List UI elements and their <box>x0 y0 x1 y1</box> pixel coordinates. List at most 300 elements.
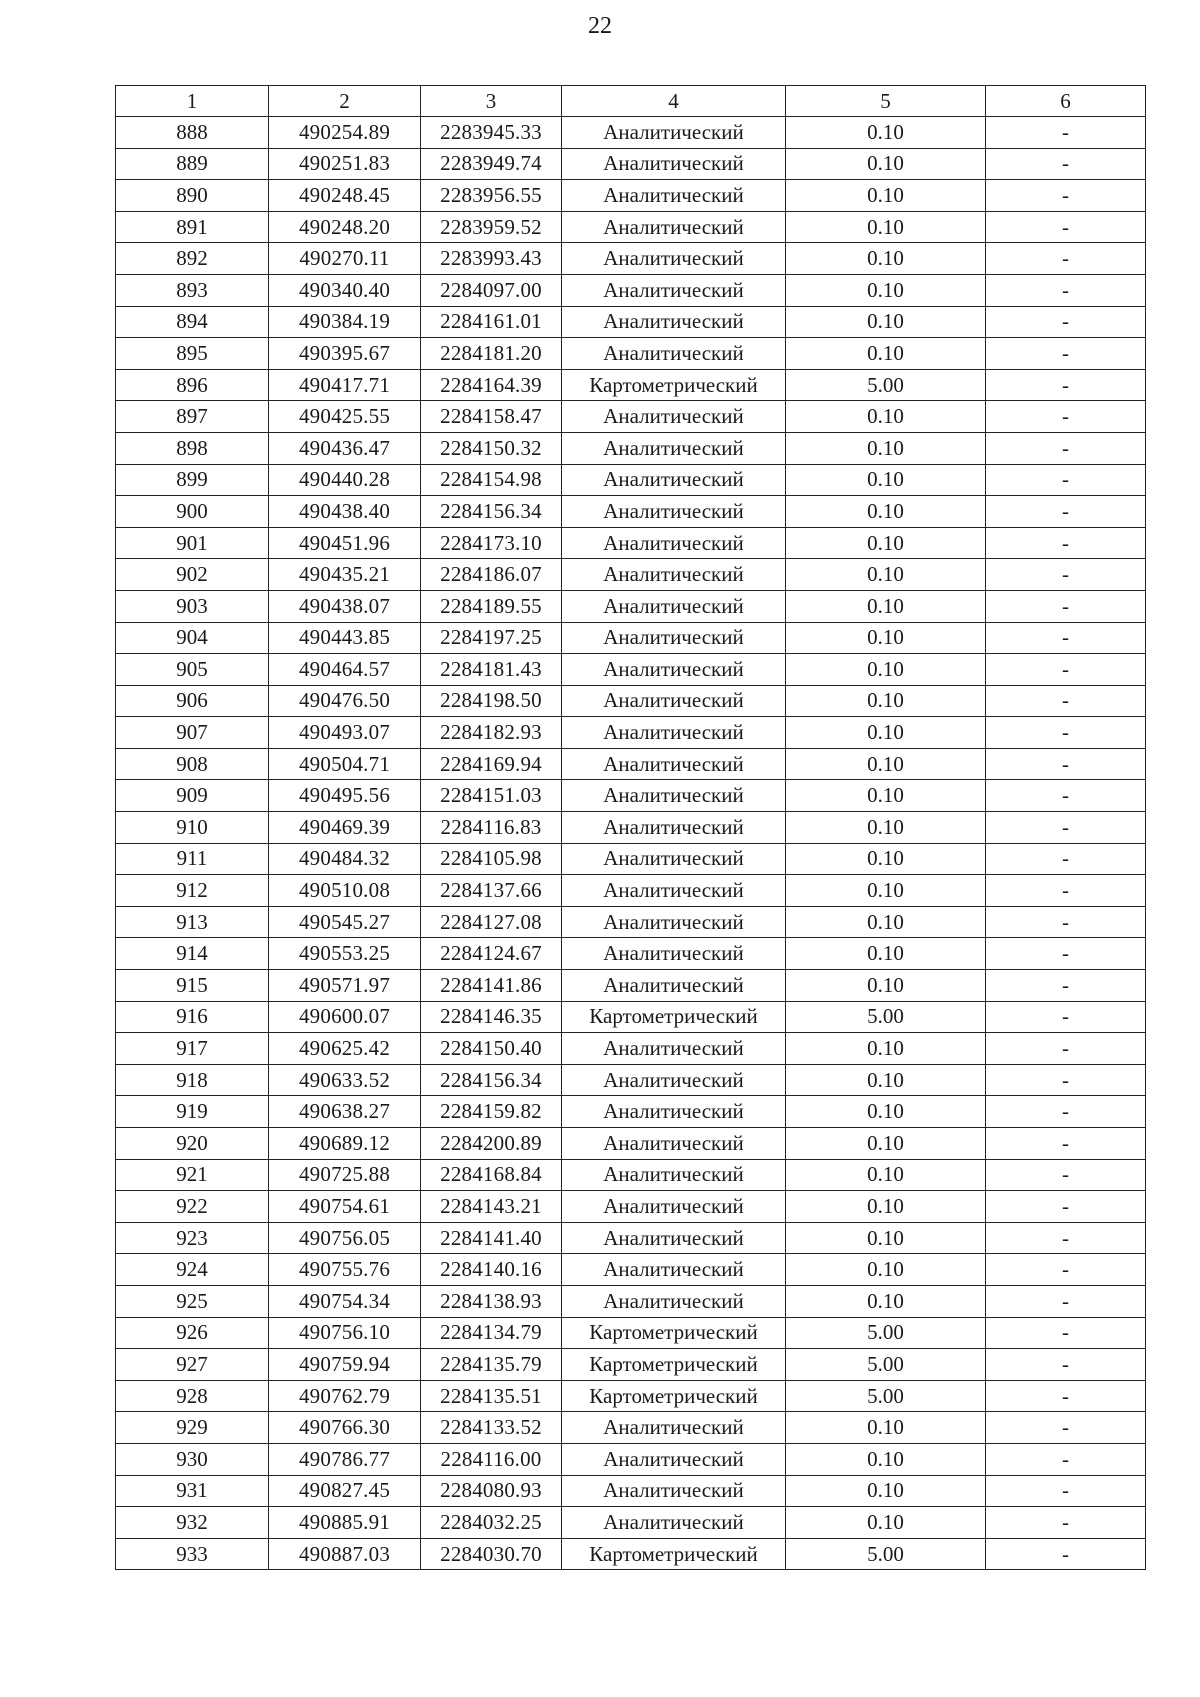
point-number-cell: 899 <box>116 464 269 496</box>
y-coordinate-cell: 2284159.82 <box>421 1096 562 1128</box>
table-row <box>116 117 1146 149</box>
note-cell: - <box>986 590 1146 622</box>
note-cell: - <box>986 1317 1146 1349</box>
method-cell: Аналитический <box>562 117 786 149</box>
y-coordinate-cell: 2284116.83 <box>421 812 562 844</box>
point-number-cell: 901 <box>116 527 269 559</box>
x-coordinate-cell: 490625.42 <box>269 1033 421 1065</box>
y-coordinate-cell: 2284181.20 <box>421 338 562 370</box>
x-coordinate-cell: 490504.71 <box>269 748 421 780</box>
table-row <box>116 1128 1146 1160</box>
note-cell: - <box>986 938 1146 970</box>
table-row <box>116 369 1146 401</box>
header-cell-col-6: 6 <box>986 86 1146 117</box>
accuracy-cell: 0.10 <box>786 274 986 306</box>
y-coordinate-cell: 2283956.55 <box>421 180 562 212</box>
table-row <box>116 243 1146 275</box>
x-coordinate-cell: 490436.47 <box>269 432 421 464</box>
method-cell: Аналитический <box>562 717 786 749</box>
page-number: 22 <box>588 13 612 39</box>
method-cell: Аналитический <box>562 338 786 370</box>
note-cell: - <box>986 1191 1146 1223</box>
method-cell: Аналитический <box>562 875 786 907</box>
table-row <box>116 1191 1146 1223</box>
accuracy-cell: 0.10 <box>786 1222 986 1254</box>
x-coordinate-cell: 490756.05 <box>269 1222 421 1254</box>
note-cell: - <box>986 1001 1146 1033</box>
accuracy-cell: 0.10 <box>786 1033 986 1065</box>
table-row <box>116 148 1146 180</box>
y-coordinate-cell: 2284116.00 <box>421 1443 562 1475</box>
y-coordinate-cell: 2284161.01 <box>421 306 562 338</box>
method-cell: Аналитический <box>562 622 786 654</box>
method-cell: Аналитический <box>562 1507 786 1539</box>
note-cell: - <box>986 211 1146 243</box>
point-number-cell: 908 <box>116 748 269 780</box>
point-number-cell: 889 <box>116 148 269 180</box>
point-number-cell: 923 <box>116 1222 269 1254</box>
method-cell: Аналитический <box>562 1412 786 1444</box>
table-row <box>116 1254 1146 1286</box>
note-cell: - <box>986 1222 1146 1254</box>
x-coordinate-cell: 490510.08 <box>269 875 421 907</box>
x-coordinate-cell: 490725.88 <box>269 1159 421 1191</box>
x-coordinate-cell: 490248.45 <box>269 180 421 212</box>
note-cell: - <box>986 780 1146 812</box>
table-row <box>116 906 1146 938</box>
point-number-cell: 919 <box>116 1096 269 1128</box>
point-number-cell: 914 <box>116 938 269 970</box>
method-cell: Аналитический <box>562 559 786 591</box>
point-number-cell: 915 <box>116 970 269 1002</box>
x-coordinate-cell: 490754.61 <box>269 1191 421 1223</box>
note-cell: - <box>986 1064 1146 1096</box>
accuracy-cell: 0.10 <box>786 780 986 812</box>
method-cell: Аналитический <box>562 938 786 970</box>
point-number-cell: 922 <box>116 1191 269 1223</box>
method-cell: Картометрический <box>562 369 786 401</box>
point-number-cell: 891 <box>116 211 269 243</box>
y-coordinate-cell: 2284135.51 <box>421 1380 562 1412</box>
note-cell: - <box>986 464 1146 496</box>
y-coordinate-cell: 2284134.79 <box>421 1317 562 1349</box>
x-coordinate-cell: 490495.56 <box>269 780 421 812</box>
accuracy-cell: 0.10 <box>786 148 986 180</box>
y-coordinate-cell: 2284168.84 <box>421 1159 562 1191</box>
accuracy-cell: 0.10 <box>786 432 986 464</box>
method-cell: Аналитический <box>562 1443 786 1475</box>
accuracy-cell: 0.10 <box>786 306 986 338</box>
method-cell: Аналитический <box>562 1191 786 1223</box>
accuracy-cell: 0.10 <box>786 685 986 717</box>
table-row <box>116 559 1146 591</box>
point-number-cell: 890 <box>116 180 269 212</box>
coordinates-table <box>115 85 1146 1570</box>
point-number-cell: 916 <box>116 1001 269 1033</box>
accuracy-cell: 5.00 <box>786 1001 986 1033</box>
y-coordinate-cell: 2284151.03 <box>421 780 562 812</box>
accuracy-cell: 0.10 <box>786 464 986 496</box>
header-cell-col-3: 3 <box>421 86 562 117</box>
x-coordinate-cell: 490254.89 <box>269 117 421 149</box>
accuracy-cell: 5.00 <box>786 369 986 401</box>
point-number-cell: 931 <box>116 1475 269 1507</box>
note-cell: - <box>986 1285 1146 1317</box>
accuracy-cell: 0.10 <box>786 843 986 875</box>
y-coordinate-cell: 2284169.94 <box>421 748 562 780</box>
point-number-cell: 892 <box>116 243 269 275</box>
header-row <box>116 86 1146 117</box>
y-coordinate-cell: 2284150.32 <box>421 432 562 464</box>
x-coordinate-cell: 490786.77 <box>269 1443 421 1475</box>
point-number-cell: 900 <box>116 496 269 528</box>
accuracy-cell: 5.00 <box>786 1538 986 1570</box>
method-cell: Аналитический <box>562 843 786 875</box>
note-cell: - <box>986 622 1146 654</box>
accuracy-cell: 0.10 <box>786 527 986 559</box>
x-coordinate-cell: 490755.76 <box>269 1254 421 1286</box>
accuracy-cell: 0.10 <box>786 338 986 370</box>
point-number-cell: 929 <box>116 1412 269 1444</box>
x-coordinate-cell: 490887.03 <box>269 1538 421 1570</box>
table-row <box>116 622 1146 654</box>
table-row <box>116 1349 1146 1381</box>
accuracy-cell: 0.10 <box>786 1443 986 1475</box>
note-cell: - <box>986 180 1146 212</box>
table-row <box>116 812 1146 844</box>
method-cell: Аналитический <box>562 970 786 1002</box>
note-cell: - <box>986 1159 1146 1191</box>
y-coordinate-cell: 2284186.07 <box>421 559 562 591</box>
method-cell: Картометрический <box>562 1001 786 1033</box>
table-row <box>116 1380 1146 1412</box>
accuracy-cell: 0.10 <box>786 1096 986 1128</box>
note-cell: - <box>986 748 1146 780</box>
method-cell: Аналитический <box>562 1285 786 1317</box>
x-coordinate-cell: 490766.30 <box>269 1412 421 1444</box>
method-cell: Аналитический <box>562 654 786 686</box>
table-row <box>116 496 1146 528</box>
point-number-cell: 930 <box>116 1443 269 1475</box>
x-coordinate-cell: 490885.91 <box>269 1507 421 1539</box>
note-cell: - <box>986 1033 1146 1065</box>
accuracy-cell: 0.10 <box>786 1412 986 1444</box>
point-number-cell: 902 <box>116 559 269 591</box>
method-cell: Аналитический <box>562 243 786 275</box>
point-number-cell: 897 <box>116 401 269 433</box>
x-coordinate-cell: 490417.71 <box>269 369 421 401</box>
note-cell: - <box>986 1349 1146 1381</box>
note-cell: - <box>986 338 1146 370</box>
header-cell-col-2: 2 <box>269 86 421 117</box>
accuracy-cell: 0.10 <box>786 1191 986 1223</box>
method-cell: Картометрический <box>562 1380 786 1412</box>
note-cell: - <box>986 274 1146 306</box>
point-number-cell: 893 <box>116 274 269 306</box>
note-cell: - <box>986 1538 1146 1570</box>
note-cell: - <box>986 1412 1146 1444</box>
header-cell-col-4: 4 <box>562 86 786 117</box>
method-cell: Картометрический <box>562 1349 786 1381</box>
x-coordinate-cell: 490340.40 <box>269 274 421 306</box>
point-number-cell: 909 <box>116 780 269 812</box>
method-cell: Аналитический <box>562 1064 786 1096</box>
table-row <box>116 180 1146 212</box>
accuracy-cell: 5.00 <box>786 1349 986 1381</box>
point-number-cell: 920 <box>116 1128 269 1160</box>
x-coordinate-cell: 490545.27 <box>269 906 421 938</box>
method-cell: Аналитический <box>562 780 786 812</box>
x-coordinate-cell: 490476.50 <box>269 685 421 717</box>
x-coordinate-cell: 490270.11 <box>269 243 421 275</box>
accuracy-cell: 0.10 <box>786 211 986 243</box>
accuracy-cell: 0.10 <box>786 180 986 212</box>
y-coordinate-cell: 2284080.93 <box>421 1475 562 1507</box>
note-cell: - <box>986 970 1146 1002</box>
note-cell: - <box>986 1254 1146 1286</box>
table-row <box>116 843 1146 875</box>
point-number-cell: 905 <box>116 654 269 686</box>
accuracy-cell: 0.10 <box>786 496 986 528</box>
accuracy-cell: 0.10 <box>786 748 986 780</box>
y-coordinate-cell: 2284198.50 <box>421 685 562 717</box>
table-row <box>116 1317 1146 1349</box>
note-cell: - <box>986 243 1146 275</box>
method-cell: Аналитический <box>562 274 786 306</box>
y-coordinate-cell: 2284138.93 <box>421 1285 562 1317</box>
x-coordinate-cell: 490553.25 <box>269 938 421 970</box>
table-row <box>116 306 1146 338</box>
y-coordinate-cell: 2284189.55 <box>421 590 562 622</box>
note-cell: - <box>986 1380 1146 1412</box>
note-cell: - <box>986 527 1146 559</box>
x-coordinate-cell: 490633.52 <box>269 1064 421 1096</box>
point-number-cell: 924 <box>116 1254 269 1286</box>
y-coordinate-cell: 2283949.74 <box>421 148 562 180</box>
x-coordinate-cell: 490600.07 <box>269 1001 421 1033</box>
note-cell: - <box>986 1443 1146 1475</box>
accuracy-cell: 0.10 <box>786 117 986 149</box>
method-cell: Аналитический <box>562 1033 786 1065</box>
y-coordinate-cell: 2284181.43 <box>421 654 562 686</box>
note-cell: - <box>986 1475 1146 1507</box>
accuracy-cell: 0.10 <box>786 243 986 275</box>
method-cell: Картометрический <box>562 1317 786 1349</box>
y-coordinate-cell: 2284030.70 <box>421 1538 562 1570</box>
method-cell: Аналитический <box>562 306 786 338</box>
method-cell: Аналитический <box>562 1254 786 1286</box>
y-coordinate-cell: 2284133.52 <box>421 1412 562 1444</box>
point-number-cell: 906 <box>116 685 269 717</box>
x-coordinate-cell: 490762.79 <box>269 1380 421 1412</box>
table-row <box>116 875 1146 907</box>
note-cell: - <box>986 148 1146 180</box>
table-row <box>116 1096 1146 1128</box>
point-number-cell: 918 <box>116 1064 269 1096</box>
note-cell: - <box>986 369 1146 401</box>
x-coordinate-cell: 490248.20 <box>269 211 421 243</box>
method-cell: Картометрический <box>562 1538 786 1570</box>
accuracy-cell: 0.10 <box>786 875 986 907</box>
point-number-cell: 925 <box>116 1285 269 1317</box>
x-coordinate-cell: 490493.07 <box>269 717 421 749</box>
accuracy-cell: 0.10 <box>786 1507 986 1539</box>
accuracy-cell: 0.10 <box>786 1064 986 1096</box>
x-coordinate-cell: 490384.19 <box>269 306 421 338</box>
point-number-cell: 933 <box>116 1538 269 1570</box>
point-number-cell: 921 <box>116 1159 269 1191</box>
accuracy-cell: 0.10 <box>786 1285 986 1317</box>
point-number-cell: 912 <box>116 875 269 907</box>
point-number-cell: 928 <box>116 1380 269 1412</box>
x-coordinate-cell: 490251.83 <box>269 148 421 180</box>
point-number-cell: 896 <box>116 369 269 401</box>
y-coordinate-cell: 2284156.34 <box>421 1064 562 1096</box>
y-coordinate-cell: 2284137.66 <box>421 875 562 907</box>
y-coordinate-cell: 2284146.35 <box>421 1001 562 1033</box>
method-cell: Аналитический <box>562 432 786 464</box>
y-coordinate-cell: 2284158.47 <box>421 401 562 433</box>
note-cell: - <box>986 875 1146 907</box>
y-coordinate-cell: 2284143.21 <box>421 1191 562 1223</box>
point-number-cell: 926 <box>116 1317 269 1349</box>
x-coordinate-cell: 490827.45 <box>269 1475 421 1507</box>
point-number-cell: 898 <box>116 432 269 464</box>
x-coordinate-cell: 490689.12 <box>269 1128 421 1160</box>
accuracy-cell: 0.10 <box>786 559 986 591</box>
note-cell: - <box>986 843 1146 875</box>
y-coordinate-cell: 2284141.86 <box>421 970 562 1002</box>
y-coordinate-cell: 2284105.98 <box>421 843 562 875</box>
accuracy-cell: 0.10 <box>786 906 986 938</box>
note-cell: - <box>986 906 1146 938</box>
table-row <box>116 748 1146 780</box>
x-coordinate-cell: 490484.32 <box>269 843 421 875</box>
x-coordinate-cell: 490395.67 <box>269 338 421 370</box>
table-row <box>116 1475 1146 1507</box>
table-header <box>116 86 1146 117</box>
y-coordinate-cell: 2284124.67 <box>421 938 562 970</box>
table-row <box>116 1222 1146 1254</box>
header-cell-col-1: 1 <box>116 86 269 117</box>
accuracy-cell: 0.10 <box>786 654 986 686</box>
y-coordinate-cell: 2284032.25 <box>421 1507 562 1539</box>
y-coordinate-cell: 2284097.00 <box>421 274 562 306</box>
table-body <box>116 117 1146 1570</box>
table-row <box>116 1412 1146 1444</box>
y-coordinate-cell: 2284127.08 <box>421 906 562 938</box>
x-coordinate-cell: 490451.96 <box>269 527 421 559</box>
method-cell: Аналитический <box>562 812 786 844</box>
table-row <box>116 1064 1146 1096</box>
accuracy-cell: 5.00 <box>786 1380 986 1412</box>
point-number-cell: 904 <box>116 622 269 654</box>
table-row <box>116 970 1146 1002</box>
note-cell: - <box>986 559 1146 591</box>
point-number-cell: 895 <box>116 338 269 370</box>
table-row <box>116 1443 1146 1475</box>
x-coordinate-cell: 490638.27 <box>269 1096 421 1128</box>
table-row <box>116 1507 1146 1539</box>
x-coordinate-cell: 490754.34 <box>269 1285 421 1317</box>
method-cell: Аналитический <box>562 1159 786 1191</box>
table-row <box>116 717 1146 749</box>
x-coordinate-cell: 490469.39 <box>269 812 421 844</box>
table-row <box>116 432 1146 464</box>
y-coordinate-cell: 2284173.10 <box>421 527 562 559</box>
accuracy-cell: 0.10 <box>786 1128 986 1160</box>
point-number-cell: 932 <box>116 1507 269 1539</box>
accuracy-cell: 0.10 <box>786 970 986 1002</box>
accuracy-cell: 5.00 <box>786 1317 986 1349</box>
method-cell: Аналитический <box>562 401 786 433</box>
method-cell: Аналитический <box>562 148 786 180</box>
accuracy-cell: 0.10 <box>786 622 986 654</box>
table-row <box>116 1159 1146 1191</box>
method-cell: Аналитический <box>562 464 786 496</box>
y-coordinate-cell: 2284140.16 <box>421 1254 562 1286</box>
accuracy-cell: 0.10 <box>786 401 986 433</box>
x-coordinate-cell: 490425.55 <box>269 401 421 433</box>
y-coordinate-cell: 2284156.34 <box>421 496 562 528</box>
x-coordinate-cell: 490571.97 <box>269 970 421 1002</box>
point-number-cell: 927 <box>116 1349 269 1381</box>
y-coordinate-cell: 2283959.52 <box>421 211 562 243</box>
point-number-cell: 894 <box>116 306 269 338</box>
table-row <box>116 1285 1146 1317</box>
note-cell: - <box>986 117 1146 149</box>
note-cell: - <box>986 685 1146 717</box>
y-coordinate-cell: 2284135.79 <box>421 1349 562 1381</box>
point-number-cell: 913 <box>116 906 269 938</box>
point-number-cell: 911 <box>116 843 269 875</box>
table-row <box>116 938 1146 970</box>
method-cell: Аналитический <box>562 1475 786 1507</box>
y-coordinate-cell: 2284141.40 <box>421 1222 562 1254</box>
table-row <box>116 274 1146 306</box>
x-coordinate-cell: 490440.28 <box>269 464 421 496</box>
table-row <box>116 464 1146 496</box>
method-cell: Аналитический <box>562 906 786 938</box>
point-number-cell: 907 <box>116 717 269 749</box>
accuracy-cell: 0.10 <box>786 590 986 622</box>
table-row <box>116 527 1146 559</box>
note-cell: - <box>986 496 1146 528</box>
method-cell: Аналитический <box>562 590 786 622</box>
accuracy-cell: 0.10 <box>786 938 986 970</box>
x-coordinate-cell: 490443.85 <box>269 622 421 654</box>
point-number-cell: 917 <box>116 1033 269 1065</box>
table-row <box>116 211 1146 243</box>
table-row <box>116 401 1146 433</box>
x-coordinate-cell: 490435.21 <box>269 559 421 591</box>
method-cell: Аналитический <box>562 685 786 717</box>
note-cell: - <box>986 717 1146 749</box>
point-number-cell: 903 <box>116 590 269 622</box>
method-cell: Аналитический <box>562 1096 786 1128</box>
header-cell-col-5: 5 <box>786 86 986 117</box>
table-row <box>116 685 1146 717</box>
table-row <box>116 654 1146 686</box>
method-cell: Аналитический <box>562 496 786 528</box>
y-coordinate-cell: 2283945.33 <box>421 117 562 149</box>
table-row <box>116 780 1146 812</box>
x-coordinate-cell: 490438.40 <box>269 496 421 528</box>
note-cell: - <box>986 812 1146 844</box>
table-row <box>116 1538 1146 1570</box>
x-coordinate-cell: 490464.57 <box>269 654 421 686</box>
point-number-cell: 910 <box>116 812 269 844</box>
